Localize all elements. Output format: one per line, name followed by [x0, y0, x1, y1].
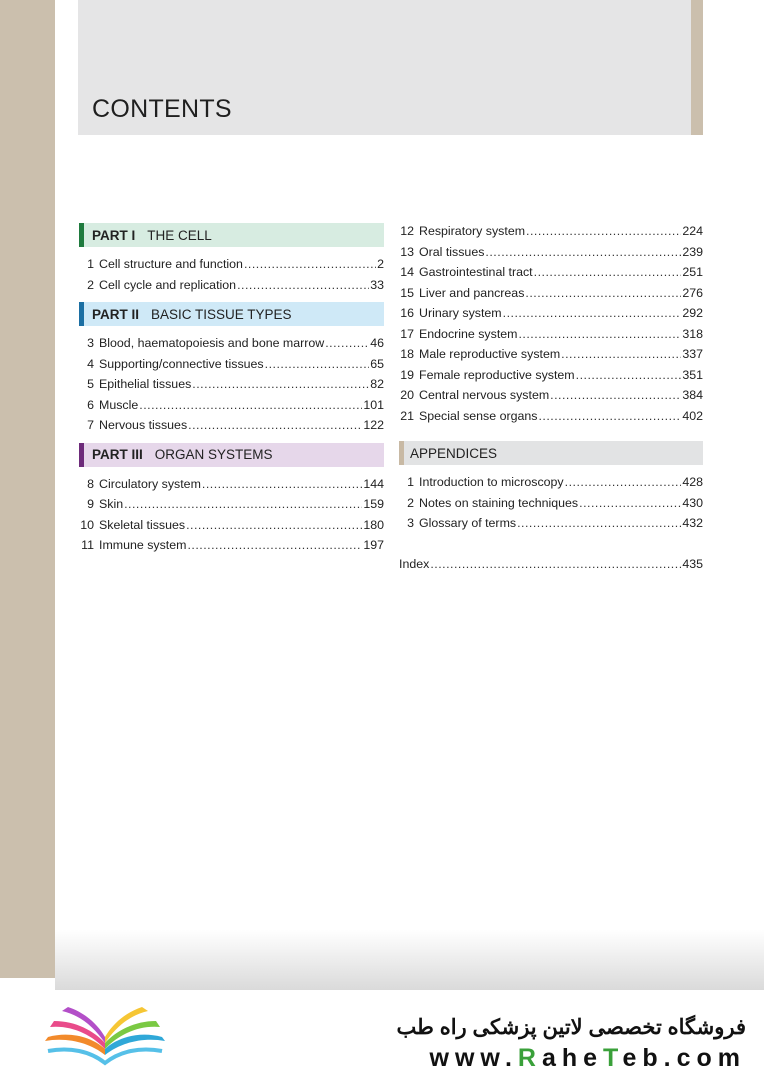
dot-leader: [124, 497, 362, 511]
appendix-title: Introduction to microscopy: [419, 475, 564, 489]
url-part: eb.com: [622, 1044, 746, 1072]
shop-name: فروشگاه تخصصی لاتین پزشکی راه طب: [396, 1016, 746, 1039]
dot-leader: [565, 475, 682, 489]
appendices-heading: [399, 441, 703, 465]
chapter-number: 21: [400, 408, 414, 423]
chapter-title: Skeletal tissues: [99, 517, 186, 532]
dot-leader: [517, 516, 681, 530]
url-highlight: R: [517, 1044, 542, 1072]
chapter-number: 8: [87, 476, 94, 491]
toc-entry[interactable]: [399, 286, 703, 307]
appendix-number: 2: [407, 495, 414, 510]
appendix-number: 3: [407, 516, 414, 530]
toc-entry[interactable]: [79, 497, 384, 518]
chapter-number: 17: [400, 326, 414, 341]
page-number: 292: [682, 306, 703, 320]
chapter-list: [399, 224, 703, 429]
toc-entry[interactable]: [79, 336, 384, 357]
chapter-title: Male reproductive system: [419, 347, 561, 361]
toc-entry[interactable]: [399, 306, 703, 327]
dot-leader: [430, 557, 681, 571]
chapter-title: Gastrointestinal tract: [419, 265, 533, 279]
page-number: 239: [682, 244, 703, 259]
dot-leader: [244, 257, 376, 271]
toc-entry[interactable]: [79, 357, 384, 378]
appendices-title: APPENDICES: [410, 445, 498, 461]
chapter-number: 2: [87, 277, 94, 292]
page-title: CONTENTS: [92, 95, 232, 123]
index-title: Index: [399, 556, 430, 571]
dot-leader: [550, 388, 681, 402]
toc-entry[interactable]: [79, 398, 384, 419]
chapter-number: 12: [400, 224, 414, 238]
chapter-number: 13: [400, 244, 414, 259]
chapter-number: 19: [400, 367, 414, 382]
toc-entry[interactable]: [79, 257, 384, 278]
toc-entry[interactable]: [399, 475, 703, 496]
part-heading-3: [79, 443, 384, 467]
page-number: 435: [682, 556, 703, 571]
url-part: ahe: [541, 1044, 604, 1072]
chapter-title: Supporting/connective tissues: [99, 356, 264, 371]
toc-entry[interactable]: [79, 278, 384, 299]
chapter-title: Special sense organs: [419, 408, 538, 423]
dot-leader: [192, 377, 369, 391]
dot-leader: [561, 347, 681, 361]
dot-leader: [579, 496, 681, 510]
page-number: 82: [370, 377, 384, 391]
chapter-number: 20: [400, 388, 414, 402]
chapter-title: Skin: [99, 497, 124, 511]
toc-entry[interactable]: [79, 477, 384, 498]
appendix-title: Glossary of terms: [419, 516, 517, 530]
dot-leader: [186, 518, 362, 532]
part-number: PART II: [92, 306, 139, 322]
part-heading-1: [79, 223, 384, 247]
dot-leader: [237, 278, 369, 292]
chapter-title: Nervous tissues: [99, 418, 188, 432]
chapter-title: Liver and pancreas: [419, 285, 525, 300]
dot-leader: [525, 286, 681, 300]
dot-leader: [325, 336, 369, 350]
page-number: 224: [682, 224, 703, 238]
dot-leader: [202, 477, 362, 491]
toc-entry[interactable]: [399, 409, 703, 430]
chapter-title: Blood, haematopoiesis and bone marrow: [99, 336, 325, 350]
appendix-title: Notes on staining techniques: [419, 495, 579, 510]
page-number: 65: [370, 356, 384, 371]
page-number: 180: [363, 517, 384, 532]
toc-entry[interactable]: [399, 347, 703, 368]
chapter-title: Central nervous system: [419, 388, 550, 402]
page-number: 432: [682, 516, 703, 530]
dot-leader: [503, 306, 682, 320]
appendix-number: 1: [407, 475, 414, 489]
chapter-number: 4: [87, 356, 94, 371]
chapter-number: 11: [81, 538, 94, 552]
index-entry[interactable]: [399, 557, 703, 578]
dot-leader: [265, 357, 370, 371]
chapter-title: Cell structure and function: [99, 257, 243, 271]
dot-leader: [576, 368, 682, 382]
page-number: 430: [682, 495, 703, 510]
chapter-title: Endocrine system: [419, 326, 518, 341]
page-number: 46: [370, 336, 384, 350]
toc-entry[interactable]: [399, 516, 703, 537]
dot-leader: [139, 398, 362, 412]
toc-entry[interactable]: [79, 377, 384, 398]
header-tab: [691, 0, 703, 135]
chapter-number: 9: [87, 497, 94, 511]
url-highlight: T: [603, 1044, 623, 1072]
chapter-number: 14: [400, 265, 414, 279]
chapter-title: Cell cycle and replication: [99, 277, 237, 292]
toc-entry[interactable]: [399, 224, 703, 245]
toc-entry[interactable]: [399, 496, 703, 517]
page-number: 251: [682, 265, 703, 279]
dot-leader: [518, 327, 681, 341]
page-number: 122: [363, 418, 384, 432]
chapter-number: 5: [87, 377, 94, 391]
footer-watermark: [0, 995, 764, 1080]
page-number: 144: [363, 476, 384, 491]
page-number: 318: [682, 326, 703, 341]
chapter-number: 6: [87, 397, 94, 412]
toc-entry[interactable]: [399, 265, 703, 286]
page-number: 428: [682, 475, 703, 489]
page-number: 2: [377, 257, 384, 271]
chapter-list: [79, 257, 384, 298]
part-number: PART III: [92, 447, 143, 462]
dot-leader: [187, 538, 362, 552]
part-name: THE CELL: [147, 227, 212, 243]
dot-leader: [534, 265, 682, 279]
toc-entry[interactable]: [399, 327, 703, 348]
toc-entry[interactable]: [399, 245, 703, 266]
toc-right-column: [399, 223, 703, 577]
dot-leader: [538, 409, 681, 423]
chapter-number: 1: [87, 257, 94, 271]
chapter-list: [79, 336, 384, 439]
chapter-title: Epithelial tissues: [99, 377, 192, 391]
chapter-number: 7: [87, 418, 94, 432]
url-prefix: www.: [429, 1044, 518, 1072]
page-number: 337: [682, 347, 703, 361]
part-name: BASIC TISSUE TYPES: [151, 306, 292, 322]
page-number: 101: [363, 397, 384, 412]
appendix-list: [399, 475, 703, 537]
toc-entry[interactable]: [79, 518, 384, 539]
chapter-title: Immune system: [99, 538, 187, 552]
dot-leader: [485, 245, 681, 259]
page-number: 402: [682, 408, 703, 423]
open-book-logo-icon: [40, 1007, 170, 1067]
toc-left-column: [79, 223, 384, 559]
page-number: 276: [682, 285, 703, 300]
toc-entry[interactable]: [399, 388, 703, 409]
chapter-title: Oral tissues: [419, 244, 485, 259]
page-number: 384: [682, 388, 703, 402]
page-number: 197: [363, 538, 384, 552]
left-margin-band: [0, 0, 55, 978]
part-name: ORGAN SYSTEMS: [154, 447, 273, 462]
chapter-number: 3: [87, 336, 94, 350]
chapter-title: Female reproductive system: [419, 367, 575, 382]
chapter-title: Respiratory system: [419, 224, 526, 238]
page-number: 159: [363, 497, 384, 511]
chapter-number: 18: [400, 347, 414, 361]
page-shadow: [55, 930, 764, 990]
page-number: 33: [370, 277, 384, 292]
shop-url[interactable]: [430, 1044, 746, 1073]
dot-leader: [526, 224, 681, 238]
chapter-number: 15: [400, 285, 414, 300]
chapter-number: 16: [400, 306, 414, 320]
chapter-list: [79, 477, 384, 559]
toc-entry[interactable]: [79, 538, 384, 559]
part-number: PART I: [92, 227, 136, 243]
toc-entry[interactable]: [399, 368, 703, 389]
toc-entry[interactable]: [79, 418, 384, 439]
chapter-number: 10: [80, 517, 94, 532]
chapter-title: Muscle: [99, 397, 139, 412]
chapter-title: Circulatory system: [99, 476, 201, 491]
dot-leader: [188, 418, 362, 432]
page-number: 351: [682, 367, 703, 382]
chapter-title: Urinary system: [419, 306, 502, 320]
part-heading-2: [79, 302, 384, 326]
